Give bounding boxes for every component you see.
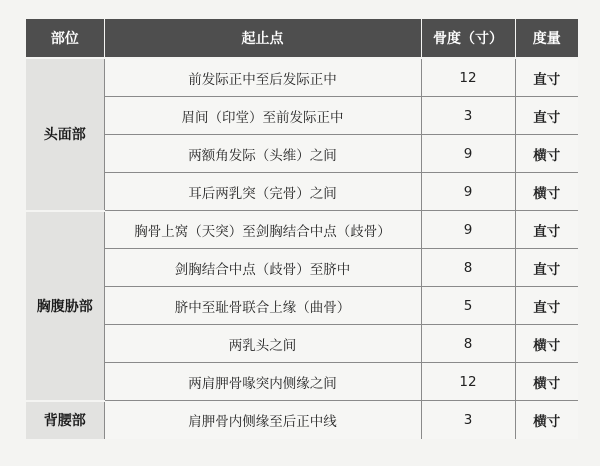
table-row <box>26 211 578 249</box>
part-cell: 背腰部 <box>26 401 104 439</box>
table-row <box>26 135 578 173</box>
measure-cell: 横寸 <box>515 363 578 401</box>
table-row <box>26 287 578 325</box>
points-cell: 肩胛骨内侧缘至后正中线 <box>104 401 421 439</box>
header-points: 起止点 <box>104 19 421 58</box>
measure-cell: 直寸 <box>515 287 578 325</box>
cun-cell: 12 <box>421 363 515 401</box>
cun-cell: 12 <box>421 58 515 97</box>
header-cun: 骨度（寸） <box>421 19 515 58</box>
table-row <box>26 58 578 97</box>
cun-cell: 9 <box>421 135 515 173</box>
cun-cell: 9 <box>421 173 515 211</box>
header-part: 部位 <box>26 19 104 58</box>
table-row <box>26 325 578 363</box>
measure-cell: 直寸 <box>515 211 578 249</box>
cun-cell: 9 <box>421 211 515 249</box>
measure-cell: 横寸 <box>515 401 578 439</box>
table-row <box>26 97 578 135</box>
table-row <box>26 363 578 401</box>
cun-cell: 3 <box>421 97 515 135</box>
points-cell: 前发际正中至后发际正中 <box>104 58 421 97</box>
measure-cell: 横寸 <box>515 325 578 363</box>
table-row <box>26 173 578 211</box>
part-cell: 头面部 <box>26 58 104 211</box>
measure-cell: 直寸 <box>515 249 578 287</box>
cun-cell: 5 <box>421 287 515 325</box>
points-cell: 脐中至耻骨联合上缘（曲骨） <box>104 287 421 325</box>
table-row <box>26 401 578 439</box>
points-cell: 胸骨上窝（天突）至剑胸结合中点（歧骨） <box>104 211 421 249</box>
points-cell: 两肩胛骨喙突内侧缘之间 <box>104 363 421 401</box>
points-cell: 两额角发际（头维）之间 <box>104 135 421 173</box>
points-cell: 耳后两乳突（完骨）之间 <box>104 173 421 211</box>
measure-cell: 直寸 <box>515 58 578 97</box>
points-cell: 剑胸结合中点（歧骨）至脐中 <box>104 249 421 287</box>
points-cell: 眉间（印堂）至前发际正中 <box>104 97 421 135</box>
bone-proportional-table <box>26 19 578 439</box>
measure-cell: 横寸 <box>515 135 578 173</box>
cun-cell: 3 <box>421 401 515 439</box>
header-measure: 度量 <box>515 19 578 58</box>
measure-cell: 横寸 <box>515 173 578 211</box>
points-cell: 两乳头之间 <box>104 325 421 363</box>
cun-cell: 8 <box>421 325 515 363</box>
table-row <box>26 249 578 287</box>
table-header-row <box>26 19 578 58</box>
cun-cell: 8 <box>421 249 515 287</box>
bone-proportional-table-container <box>26 19 578 439</box>
part-cell: 胸腹胁部 <box>26 211 104 401</box>
measure-cell: 直寸 <box>515 97 578 135</box>
